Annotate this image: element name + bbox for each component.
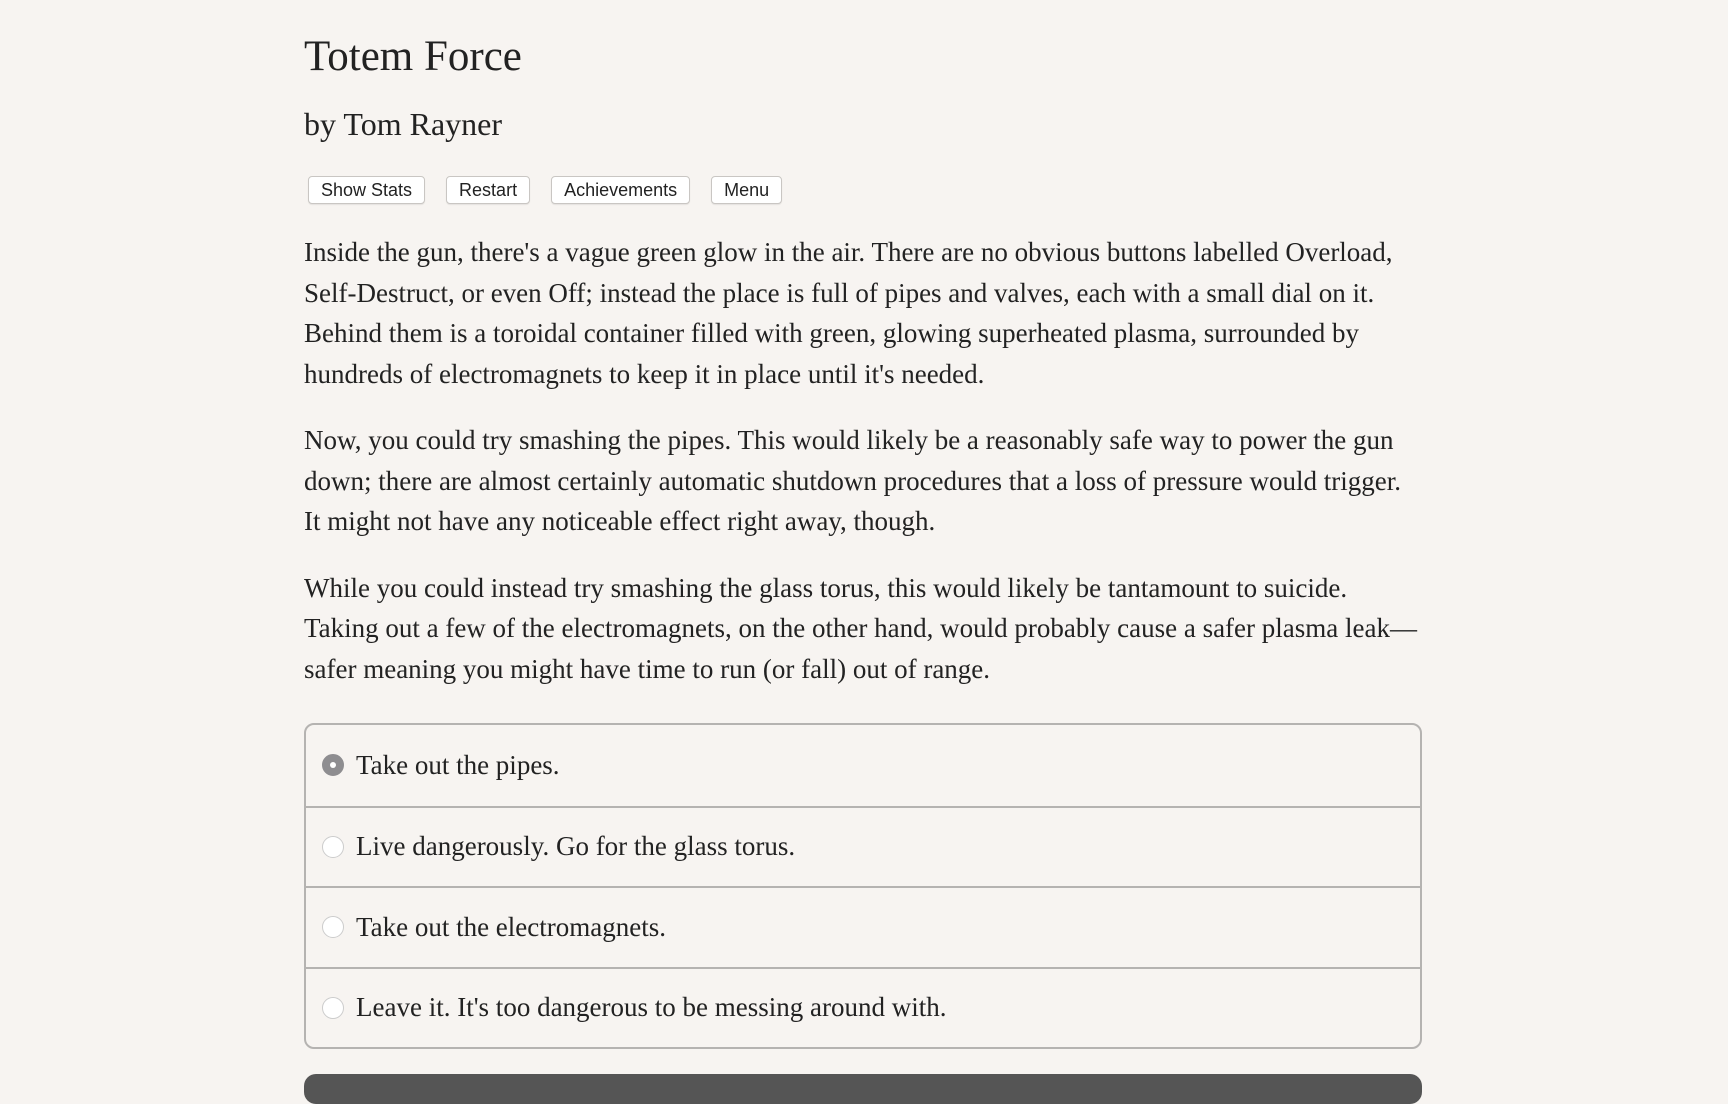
choice-option[interactable] — [306, 806, 1420, 887]
radio-icon[interactable] — [322, 916, 344, 938]
achievements-button[interactable]: Achievements — [551, 176, 690, 204]
radio-selected-icon[interactable] — [322, 754, 344, 776]
radio-icon[interactable] — [322, 997, 344, 1019]
radio-icon[interactable] — [322, 836, 344, 858]
choice-label: Take out the electromagnets. — [356, 911, 666, 942]
game-author: by Tom Rayner — [304, 106, 503, 142]
game-title: Totem Force — [304, 33, 522, 80]
choice-label: Live dangerously. Go for the glass torus. — [356, 831, 796, 862]
story-paragraph: Inside the gun, there's a vague green glow in the air. There are no obvious buttons labelled Overload, Self-Destruct, or even Off; instead the place is full of pipes and valves, each with a small dial on it. Behind them is a toroidal container filled with green, glowing superheated plasma, surrounded by hundreds of electromagnets to keep it in place until it's needed. — [304, 237, 1393, 389]
story-paragraph: While you could instead try smashing the glass torus, this would likely be tantamount to suicide. Taking out a few of the electromagnets, on the other hand, would probably cause a safer plasma leak—safer meaning you might have time to run (or fall) out of range. — [304, 572, 1417, 684]
menu-button[interactable]: Menu — [711, 176, 782, 204]
story-paragraph: Now, you could try smashing the pipes. This would likely be a reasonably safe way to power the gun down; there are almost certainly automatic shutdown procedures that a loss of pressure would trigger. It might not have any noticeable effect right away, though. — [304, 425, 1401, 536]
choice-label: Leave it. It's too dangerous to be messing around with. — [356, 992, 947, 1023]
show-stats-button[interactable]: Show Stats — [308, 176, 425, 204]
next-button[interactable] — [304, 1074, 1422, 1104]
toolbar — [308, 176, 782, 204]
story-text — [304, 232, 1424, 715]
choice-option[interactable] — [306, 967, 1420, 1048]
choice-list — [304, 723, 1422, 1049]
restart-button[interactable]: Restart — [446, 176, 530, 204]
choice-label: Take out the pipes. — [356, 749, 560, 780]
choice-option[interactable] — [306, 725, 1420, 806]
choice-option[interactable] — [306, 886, 1420, 967]
